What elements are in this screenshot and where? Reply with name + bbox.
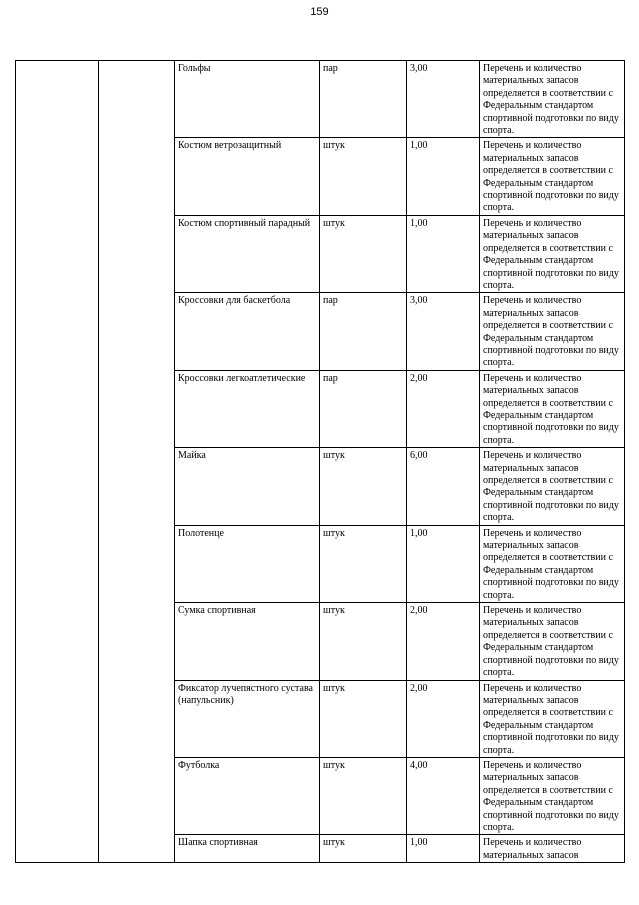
item-name-cell: Шапка спортивная xyxy=(175,835,320,863)
page-number: 159 xyxy=(310,6,329,18)
item-unit-cell: штук xyxy=(320,757,407,834)
item-quantity-cell: 3,00 xyxy=(407,61,480,138)
item-unit-cell: пар xyxy=(320,293,407,370)
item-unit-cell: штук xyxy=(320,215,407,292)
item-quantity-cell: 1,00 xyxy=(407,215,480,292)
item-quantity-cell: 1,00 xyxy=(407,835,480,863)
item-quantity-cell: 3,00 xyxy=(407,293,480,370)
item-unit-cell: штук xyxy=(320,680,407,757)
item-name-cell: Полотенце xyxy=(175,525,320,602)
item-note-cell: Перечень и количество материальных запасов определяется в соответствии с Федеральным стандартом спортивной подготовки по виду спорта. xyxy=(480,61,625,138)
item-quantity-cell: 2,00 xyxy=(407,603,480,680)
item-name-cell: Майка xyxy=(175,448,320,525)
item-note-cell: Перечень и количество материальных запасов определяется в соответствии с Федеральным стандартом спортивной подготовки по виду спорта. xyxy=(480,680,625,757)
item-note-cell: Перечень и количество материальных запасов определяется в соответствии с Федеральным стандартом спортивной подготовки по виду спорта. xyxy=(480,138,625,215)
equipment-table xyxy=(15,60,625,863)
table-row xyxy=(16,61,625,138)
item-quantity-cell: 2,00 xyxy=(407,680,480,757)
merged-empty-cell-1 xyxy=(16,61,99,863)
item-name-cell: Сумка спортивная xyxy=(175,603,320,680)
item-unit-cell: штук xyxy=(320,835,407,863)
item-quantity-cell: 1,00 xyxy=(407,138,480,215)
item-unit-cell: штук xyxy=(320,525,407,602)
item-note-cell: Перечень и количество материальных запасов определяется в соответствии с Федеральным стандартом спортивной подготовки по виду спорта. xyxy=(480,215,625,292)
item-quantity-cell: 6,00 xyxy=(407,448,480,525)
item-name-cell: Гольфы xyxy=(175,61,320,138)
item-note-cell: Перечень и количество материальных запасов определяется в соответствии с Федеральным стандартом спортивной подготовки по виду спорта. xyxy=(480,448,625,525)
item-note-cell: Перечень и количество материальных запасов xyxy=(480,835,625,863)
item-name-cell: Костюм спортивный парадный xyxy=(175,215,320,292)
item-unit-cell: пар xyxy=(320,370,407,447)
item-quantity-cell: 1,00 xyxy=(407,525,480,602)
item-note-cell: Перечень и количество материальных запасов определяется в соответствии с Федеральным стандартом спортивной подготовки по виду спорта. xyxy=(480,603,625,680)
item-unit-cell: пар xyxy=(320,61,407,138)
item-name-cell: Фиксатор лучепястного сустава (напульсник) xyxy=(175,680,320,757)
item-note-cell: Перечень и количество материальных запасов определяется в соответствии с Федеральным стандартом спортивной подготовки по виду спорта. xyxy=(480,370,625,447)
item-unit-cell: штук xyxy=(320,448,407,525)
item-unit-cell: штук xyxy=(320,603,407,680)
item-name-cell: Кроссовки легкоатлетические xyxy=(175,370,320,447)
item-note-cell: Перечень и количество материальных запасов определяется в соответствии с Федеральным стандартом спортивной подготовки по виду спорта. xyxy=(480,757,625,834)
item-unit-cell: штук xyxy=(320,138,407,215)
item-name-cell: Футболка xyxy=(175,757,320,834)
item-note-cell: Перечень и количество материальных запасов определяется в соответствии с Федеральным стандартом спортивной подготовки по виду спорта. xyxy=(480,525,625,602)
item-quantity-cell: 2,00 xyxy=(407,370,480,447)
item-note-cell: Перечень и количество материальных запасов определяется в соответствии с Федеральным стандартом спортивной подготовки по виду спорта. xyxy=(480,293,625,370)
item-name-cell: Кроссовки для баскетбола xyxy=(175,293,320,370)
item-name-cell: Костюм ветрозащитный xyxy=(175,138,320,215)
merged-empty-cell-2 xyxy=(99,61,175,863)
item-quantity-cell: 4,00 xyxy=(407,757,480,834)
